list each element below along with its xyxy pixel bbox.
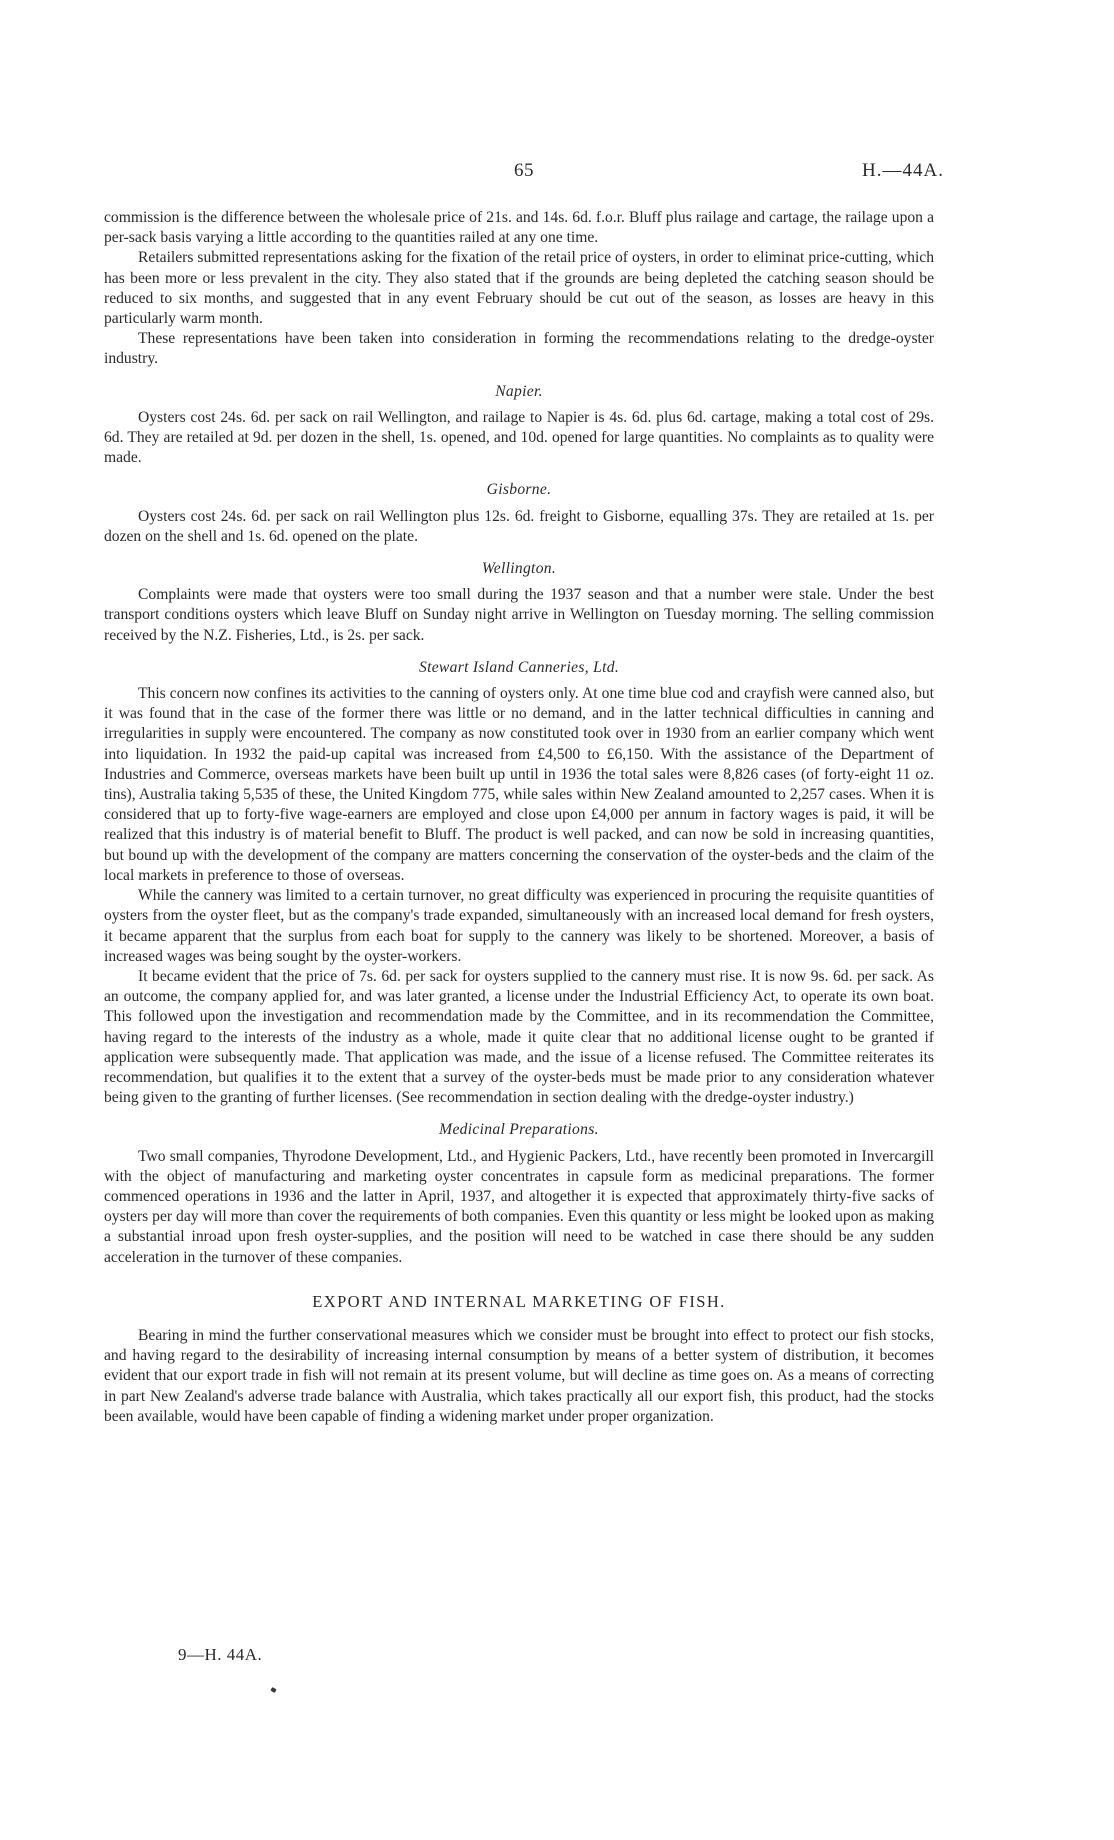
subheading-medicinal-preparations: Medicinal Preparations. (439, 1121, 599, 1139)
page-header (104, 160, 944, 190)
paragraph-stewart-license: It became evident that the price of 7s. 6d. per sack for oysters supplied to the cannery must rise. It is now 9s. 6d. per sack. As an outcome, the company applied for, and was later granted, a license under the Industrial Efficiency Act, to operate its own boat. This followed upon the investigation and recommendation made by the Committee, and in its recommendation the Committee, having regard to the interests of the industry as a whole, made it quite clear that no additional license ought to be granted if application were subsequently made. That application was made, and the issue of a license refused. The Committee reiterates its recommendation, but qualifies it to the extent that a survey of the oyster-beds must be made prior to any consideration whatever being given to the granting of further licenses. (See recommendation in section dealing with the dredge-oyster industry.) (104, 967, 934, 1107)
paragraph-napier: Oysters cost 24s. 6d. per sack on rail Wellington, and railage to Napier is 4s. 6d. plus 6d. cartage, making a total cost of 29s. 6d. They are retailed at 9d. per dozen in the shell, 1s. opened, and 10d. opened for large quantities. No complaints as to quality were made. (104, 408, 934, 467)
section-heading-export: EXPORT AND INTERNAL MARKETING OF FISH. (312, 1291, 726, 1311)
paragraph-wellington: Complaints were made that oysters were too small during the 1937 season and that a number were stale. Under the best transport conditions oysters which leave Bluff on Sunday night arrive in Wellington on Tuesday morning. The selling commission received by the N.Z. Fisheries, Ltd., is 2s. per sack. (104, 586, 934, 644)
ink-speck (270, 1687, 276, 1693)
paragraph-stewart-cannery-supply: While the cannery was limited to a certain turnover, no great difficulty was experienced in procuring the requisite quantities of oysters from the oyster fleet, but as the company's trade expanded, simultaneously with an increased local demand for fresh oysters, it became apparent that the surplus from each boat for supply to the cannery was likely to be shortened. Moreover, a basis of increased wages was being sought by the oyster-workers. (104, 887, 934, 965)
signature-mark: 9—H. 44A. (178, 1645, 263, 1664)
document-reference: H.—44A. (862, 160, 944, 181)
paragraph-retailers: Retailers submitted representations asking for the fixation of the retail price of oysters, in order to eliminat price-cutting, which has been more or less prevalent in the city. They also stated that if the grounds are being depleted the catching season should be reduced to six months, and suggested that in any event February should be cut out of the season, as losses are heavy in this particularly warm month. (104, 249, 934, 328)
subheading-gisborne: Gisborne. (486, 481, 552, 499)
paragraph-medicinal: Two small companies, Thyrodone Development, Ltd., and Hygienic Packers, Ltd., have recently been promoted in Invercargill with the object of manufacturing and marketing oyster concentrates in capsule form as medicinal preparations. The former commenced operations in 1936 and the latter in April, 1937, and altogether it is expected that approximately thirty-five sacks of oysters per day will more than cover the requirements of both companies. Even this quantity or less might be looked upon as making a substantial inroad upon fresh oyster-supplies, and the position will need to be watched in case there should be any sudden acceleration in the turnover of these companies. (104, 1147, 934, 1266)
page-number: 65 (514, 160, 534, 181)
subheading-stewart-island-canneries: Stewart Island Canneries, Ltd. (418, 658, 620, 676)
body-text (104, 208, 934, 1427)
paragraph-export: Bearing in mind the further conservational measures which we consider must be brought into effect to protect our fish stocks, and having regard to the desirability of increasing internal consumption by means of a better system of distribution, it becomes evident that our export trade in fish will not remain at its present volume, but will decline as time goes on. As a means of correcting in part New Zealand's adverse trade balance with Australia, which takes practically all our export fish, this product, had the stocks been available, would have been capable of finding a widening market under proper organization. (104, 1326, 934, 1425)
paragraph-stewart-activities: This concern now confines its activities to the canning of oysters only. At one time blue cod and crayfish were canned also, but it was found that in the case of the former there was little or no demand, and in the latter technical difficulties in canning and irregularities in supply were encountered. The company as now constituted took over in 1930 from an earlier company which went into liquidation. In 1932 the paid-up capital was increased from £4,500 to £6,150. With the assistance of the Department of Industries and Commerce, overseas markets have been built up until in 1936 the total sales were 8,826 cases (of forty-eight 11 oz. tins), Australia taking 5,535 of these, the United Kingdom 775, while sales within New Zealand amounted to 2,257 cases. When it is considered that up to forty-five wage-earners are employed and close upon £4,000 per annum in factory wages is paid, it will be realized that this industry is of material benefit to Bluff. The product is well packed, and can now be sold in increasing quantities, but bound up with the development of the company are matters concerning the conservation of the oyster-beds and the claim of the local markets in preference to those of overseas. (104, 685, 934, 884)
paragraph-commission: commission is the difference between the wholesale price of 21s. and 14s. 6d. f.o.r. Bluff plus railage and cartage, the railage upon a per-sack basis varying a little according to the quantities railed at any one time. (104, 209, 934, 247)
paragraph-gisborne: Oysters cost 24s. 6d. per sack on rail Wellington plus 12s. 6d. freight to Gisborne, equalling 37s. They are retailed at 1s. per dozen on the shell and 1s. 6d. opened on the plate. (104, 507, 934, 545)
paragraph-representations: These representations have been taken into consideration in forming the recommendations relating to the dredge-oyster industry. (104, 330, 934, 368)
subheading-wellington: Wellington. (481, 560, 557, 578)
subheading-napier: Napier. (495, 382, 543, 400)
